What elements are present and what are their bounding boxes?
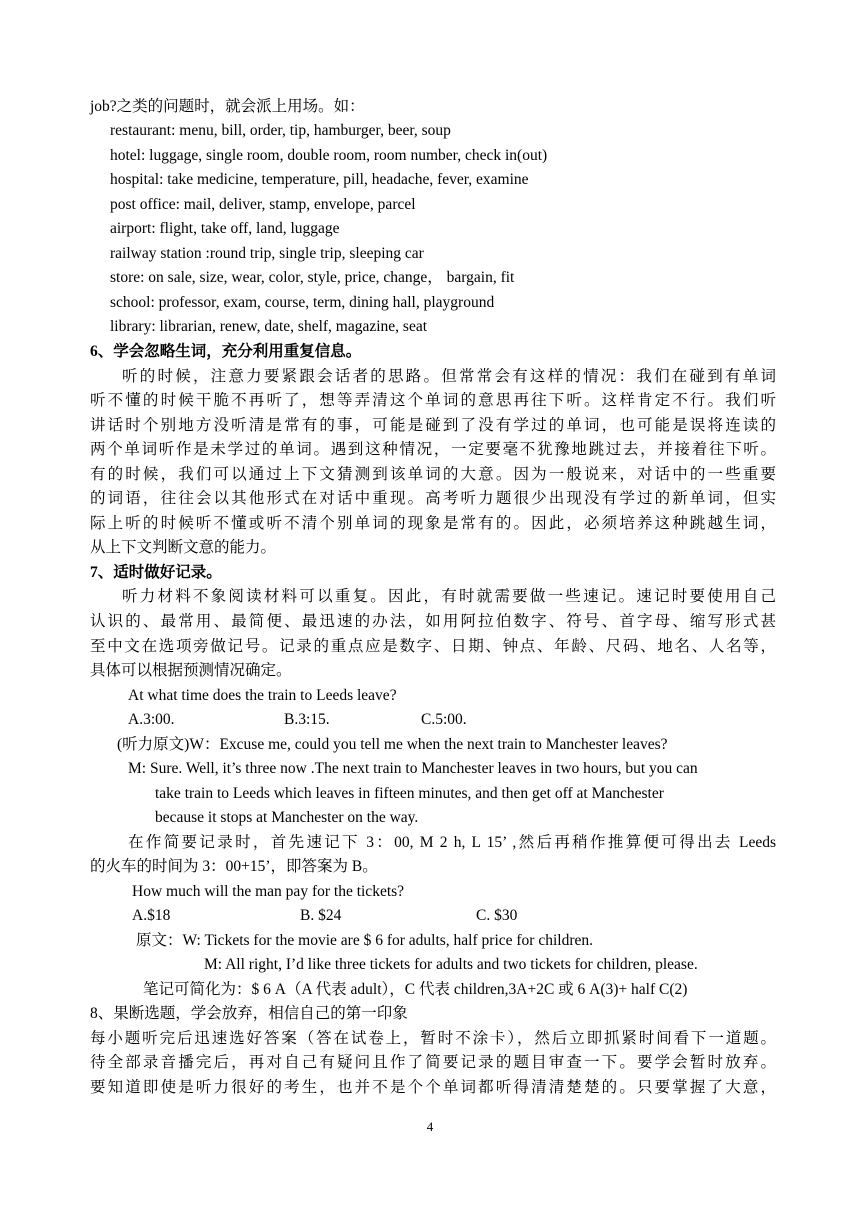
option-c: C. $30 xyxy=(476,907,518,924)
option-a: A.$18 xyxy=(132,907,171,924)
paragraph-line: 至中文在选项旁做记号。记录的重点应是数字、日期、钟点、年龄、尺码、地名、人名等， xyxy=(90,638,776,655)
vocab-airport: airport: flight, take off, land, luggage xyxy=(110,220,340,237)
vocab-store: store: on sale, size, wear, color, style, price, change， bargain, fit xyxy=(110,269,515,286)
paragraph-line: 每小题听完后迅速选好答案（答在试卷上，暂时不涂卡），然后立即抓紧时间看下一道题。 xyxy=(90,1030,776,1047)
section-heading-7: 7、适时做好记录。 xyxy=(90,564,222,581)
transcript-w: (听力原文)W：Excuse me, could you tell me when the next train to Manchester leaves? xyxy=(117,736,668,753)
transcript-m: M: All right, I’d like three tickets for adults and two tickets for children, please. xyxy=(204,956,698,973)
paragraph-line: 要知道即使是听力很好的考生，也并不是个个单词都听得清清楚楚的。只要掌握了大意， xyxy=(90,1079,776,1096)
text-line: job?之类的问题时，就会派上用场。如： xyxy=(90,98,365,115)
vocab-railway-station: railway station :round trip, single trip, sleeping car xyxy=(110,245,424,262)
transcript-m: M: Sure. Well, it’s three now .The next train to Manchester leaves in two hours, but you can xyxy=(128,760,698,777)
question-2: How much will the man pay for the tickets? xyxy=(132,883,405,900)
vocab-restaurant: restaurant: menu, bill, order, tip, hamburger, beer, soup xyxy=(110,122,451,139)
transcript-m-cont: take train to Leeds which leaves in fifteen minutes, and then get off at Manchester xyxy=(155,785,664,802)
transcript-m-cont: because it stops at Manchester on the way. xyxy=(155,809,419,826)
paragraph-line: 的词语，往往会以其他形式在对话中重现。高考听力题很少出现没有学过的新单词，但实 xyxy=(90,490,776,507)
paragraph-line: 听不懂的时候干脆不再听了，想等弄清这个单词的意思再往下听。这样肯定不行。我们听 xyxy=(90,392,776,409)
paragraph-line: 具体可以根据预测情况确定。 xyxy=(90,662,292,679)
section-heading-6: 6、学会忽略生词，充分利用重复信息。 xyxy=(90,343,362,360)
vocab-post-office: post office: mail, deliver, stamp, envelope, parcel xyxy=(110,196,416,213)
note-line: 笔记可简化为：$ 6 A（A 代表 adult），C 代表 children,3A+2C 或 6 A(3)+ half C(2) xyxy=(143,981,688,998)
vocab-school: school: professor, exam, course, term, dining hall, playground xyxy=(110,294,495,311)
page-number: 4 xyxy=(426,1119,434,1134)
paragraph-line: 听力材料不象阅读材料可以重复。因此，有时就需要做一些速记。速记时要使用自己 xyxy=(122,588,776,605)
paragraph-line: 在作简要记录时，首先速记下 3：00, M 2 h, L 15’ ,然后再稍作推算便可得出去 Leeds xyxy=(128,834,776,851)
section-heading-8: 8、果断选题，学会放弃，相信自己的第一印象 xyxy=(90,1005,408,1022)
paragraph-line: 待全部录音播完后，再对自己有疑问且作了简要记录的题目审查一下。要学会暂时放弃。 xyxy=(90,1054,776,1071)
transcript-w: 原文：W: Tickets for the movie are $ 6 for adults, half price for children. xyxy=(136,932,593,949)
vocab-hospital: hospital: take medicine, temperature, pill, headache, fever, examine xyxy=(110,171,529,188)
paragraph-line: 讲话时个别地方没听清是常有的事，可能是碰到了没有学过的单词，也可能是误将连读的 xyxy=(90,417,776,434)
option-c: C.5:00. xyxy=(421,711,467,728)
option-b: B.3:15. xyxy=(284,711,330,728)
vocab-library: library: librarian, renew, date, shelf, magazine, seat xyxy=(110,318,428,335)
paragraph-line: 听的时候，注意力要紧跟会话者的思路。但常常会有这样的情况：我们在碰到有单词 xyxy=(122,368,776,385)
paragraph-line: 认识的、最常用、最简便、最迅速的办法，如用阿拉伯数字、符号、首字母、缩写形式甚 xyxy=(90,613,776,630)
paragraph-line: 从上下文判断文意的能力。 xyxy=(90,539,277,556)
paragraph-line: 际上听的时候听不懂或听不清个别单词的现象是常有的。因此，必须培养这种跳越生词， xyxy=(90,515,776,532)
question-1: At what time does the train to Leeds leave? xyxy=(128,687,397,704)
option-a: A.3:00. xyxy=(128,711,175,728)
paragraph-line: 两个单词听作是未学过的单词。遇到这种情况，一定要毫不犹豫地跳过去，并接着往下听。 xyxy=(90,441,776,458)
paragraph-line: 有的时候，我们可以通过上下文猜测到该单词的大意。因为一般说来，对话中的一些重要 xyxy=(90,466,776,483)
option-b: B. $24 xyxy=(300,907,342,924)
paragraph-line: 的火车的时间为 3：00+15’，即答案为 B。 xyxy=(90,858,378,875)
vocab-hotel: hotel: luggage, single room, double room, room number, check in(out) xyxy=(110,147,548,164)
